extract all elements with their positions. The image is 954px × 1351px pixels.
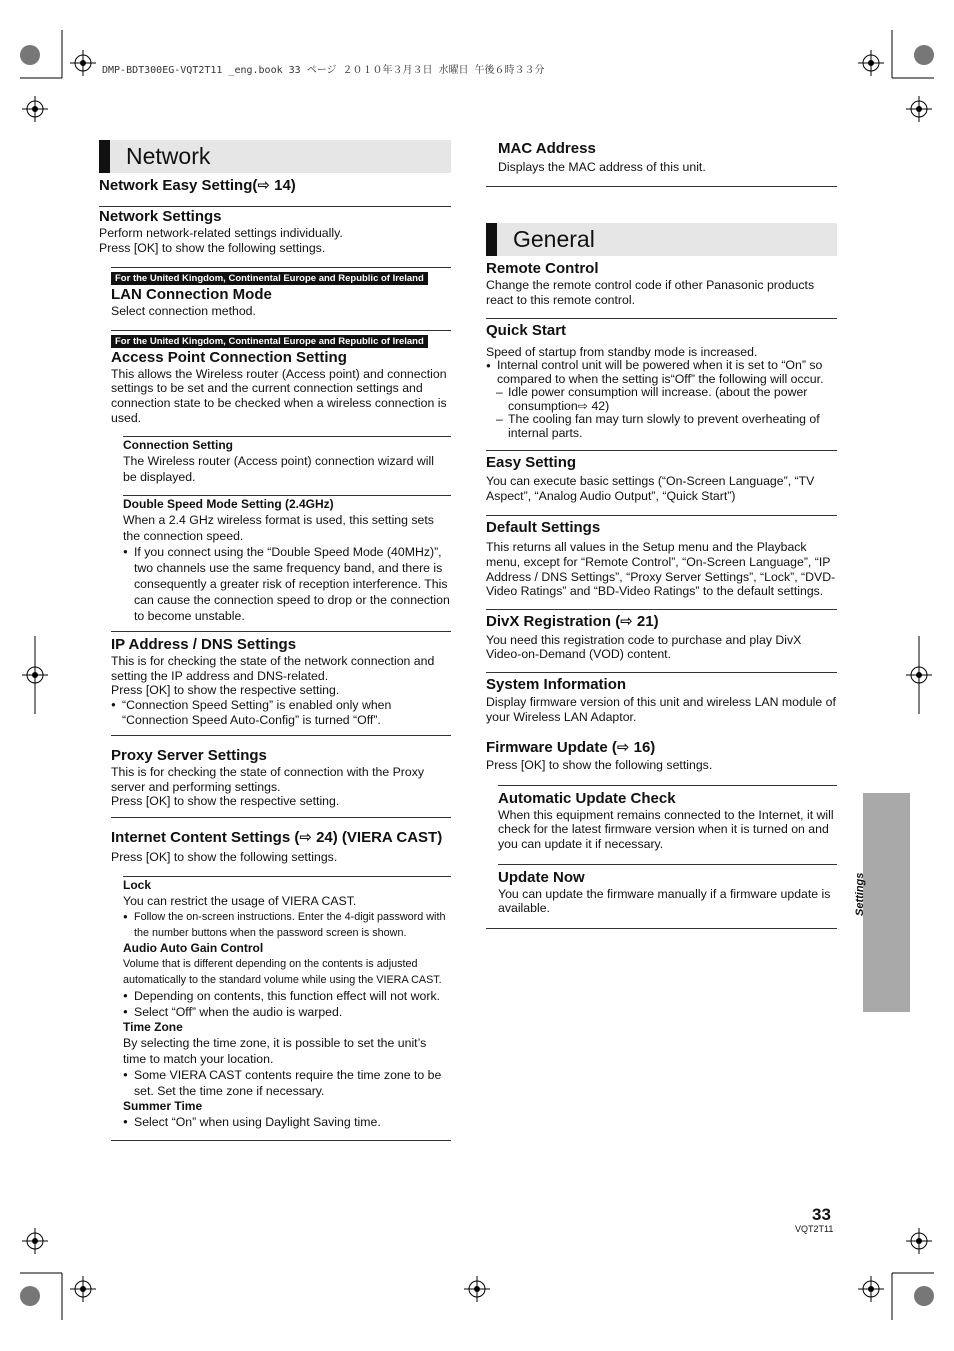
network-settings-title: Network Settings [99,208,222,225]
update-now-desc: You can update the firmware manually if a firmware update is available. [498,886,831,916]
divider [111,817,451,818]
proxy-desc: This is for checking the state of connection with the Proxy server and performing settings. [111,765,425,794]
divider [123,436,451,437]
divider [486,186,837,187]
quick-start-desc: Speed of startup from standby mode is increased. [486,344,758,359]
lock-note: ● Follow the on-screen instructions. Enter the 4-digit password with the number buttons when the password screen is shown. [123,909,451,941]
system-information-title: System Information [486,675,627,693]
easy-setting-desc: You can execute basic settings (“On-Screen Language”, “TV Aspect”, “Analog Audio Output”, “Quick Start”) [486,474,815,503]
ip-dns-note: ● “Connection Speed Setting” is enabled only when “Connection Speed Auto-Config” is turned “Off”. [111,698,451,727]
page-number: 33 [812,1205,831,1224]
general-title: General [513,225,595,252]
ip-dns-title: IP Address / DNS Settings [111,636,297,654]
divx-registration-title: DivX Registration (⇨ 21) [486,612,659,630]
quick-start-note: ● Internal control unit will be powered when it is set to “On” so compared to when the setting is“Off” the following will occur. [486,359,837,386]
quick-start-title: Quick Start [486,321,567,339]
divider [486,318,837,319]
audio-auto-gain-title: Audio Auto Gain Control [123,940,264,955]
network-section-header [99,140,451,173]
general-column [486,140,837,929]
internet-content-desc: Press [OK] to show the following settings. [111,849,338,864]
time-zone-desc: By selecting the time zone, it is possible to set the unit’s time to match your location. [123,1035,427,1066]
access-point-desc: This allows the Wireless router (Access point) and connection settings to be set and the current connection settings and connection state to be checked when a wireless connection is used. [111,366,447,425]
divider [111,1140,451,1141]
side-tab [863,793,910,1012]
divider [111,330,451,331]
lan-connection-mode-desc: Select connection method. [111,304,256,319]
easy-setting-title: Easy Setting [486,454,577,472]
ip-dns-desc: This is for checking the state of the network connection and setting the IP address and DNS-related. [111,654,435,683]
divider [111,735,451,736]
header-bar [99,140,110,173]
audio-auto-gain-note-2: ● Select “Off” when the audio is warped. [123,1004,451,1020]
quick-start-note-fan: – The cooling fan may turn slowly to prevent overheating of internal parts. [486,413,837,440]
automatic-update-check-desc: When this equipment remains connected to the Internet, it will check for the latest firmware version when it is turned on and you can update it if necessary. [498,807,834,851]
lock-desc: You can restrict the usage of VIERA CAST. [123,893,357,908]
lan-connection-mode-title: LAN Connection Mode [111,286,272,304]
divider [123,495,451,496]
lock-title: Lock [123,877,152,892]
audio-auto-gain-note-1: ● Depending on contents, this function effect will not work. [123,988,451,1004]
time-zone-note: ● Some VIERA CAST contents require the time zone to be set. Set the time zone if necessary. [123,1067,451,1099]
access-point-title: Access Point Connection Setting [111,348,347,366]
connection-setting-desc: The Wireless router (Access point) connection wizard will be displayed. [123,454,434,485]
divider [486,515,837,516]
automatic-update-check-title: Automatic Update Check [498,789,676,807]
default-settings-desc: This returns all values in the Setup menu and the Playback menu, except for “Remote Control”, “On-Screen Language”, “IP Address / DNS Settings”, “Proxy Server Settings”, “Lock”, “DVD-Video Ratings” and “BD-Video Ratings” to the default settings. [486,540,836,599]
divider [111,631,451,632]
double-speed-mode-note: ● If you connect using the “Double Speed Mode (40MHz)”, two channels use the same frequency band, and there is consequently a greater risk of reception interference. This can cause the connection speed to drop or the connection to become unstable. [123,544,451,624]
double-speed-mode-title: Double Speed Mode Setting (2.4GHz) [123,497,334,512]
system-information-desc: Display firmware version of this unit and wireless LAN module of your Wireless LAN Adaptor. [486,694,836,724]
network-settings-desc-2: Press [OK] to show the following settings. [99,240,326,255]
region-badge: For the United Kingdom, Continental Europe and Republic of Ireland [111,335,428,348]
default-settings-title: Default Settings [486,519,601,537]
divider [498,864,837,865]
update-now-title: Update Now [498,868,585,886]
region-badge: For the United Kingdom, Continental Europe and Republic of Ireland [111,272,428,285]
network-title: Network [126,143,211,169]
proxy-press: Press [OK] to show the respective setting. [111,794,340,809]
divider [111,267,451,268]
time-zone-title: Time Zone [123,1019,183,1034]
mac-address-title: MAC Address [498,140,596,157]
ip-dns-press: Press [OK] to show the respective setting. [111,683,340,698]
divider [123,876,451,877]
divider [498,785,837,786]
network-easy-setting-title: Network Easy Setting(⇨ 14) [99,177,296,194]
divider [486,672,837,673]
summer-time-title: Summer Time [123,1098,203,1113]
divider [99,206,451,207]
divider [486,928,837,929]
summer-time-note: ● Select “On” when using Daylight Saving time. [123,1114,451,1130]
mac-address-desc: Displays the MAC address of this unit. [498,160,706,174]
page-code: VQT2T11 [795,1224,834,1234]
general-section-header [486,223,837,256]
internet-content-title: Internet Content Settings (⇨ 24) (VIERA CAST) [111,828,443,846]
header-bar [486,223,497,256]
firmware-update-desc: Press [OK] to show the following settings. [486,758,713,773]
divider [486,609,837,610]
side-tab-label: Settings [854,872,866,916]
connection-setting-title: Connection Setting [123,438,233,453]
print-header: DMP-BDT300EG-VQT2T11 _eng.book 33 ページ ２０１０年３月３日 水曜日 午後６時３３分 [102,65,545,76]
quick-start-note-power: – Idle power consumption will increase. (about the power consumption⇨ 42) [486,386,837,413]
divider [486,450,837,451]
divx-registration-desc: You need this registration code to purchase and play DivX Video-on-Demand (VOD) content. [486,632,802,662]
firmware-update-title: Firmware Update (⇨ 16) [486,739,656,757]
remote-control-title: Remote Control [486,259,599,277]
double-speed-mode-desc: When a 2.4 GHz wireless format is used, this setting sets the connection speed. [123,513,434,544]
audio-auto-gain-desc: Volume that is different depending on the contents is adjusted automatically to the standard volume while using the VIERA CAST. [123,957,442,986]
remote-control-desc: Change the remote control code if other Panasonic products react to this remote control. [486,277,815,307]
network-column [99,140,451,1141]
network-settings-desc-1: Perform network-related settings individually. [99,226,343,240]
proxy-title: Proxy Server Settings [111,747,267,765]
